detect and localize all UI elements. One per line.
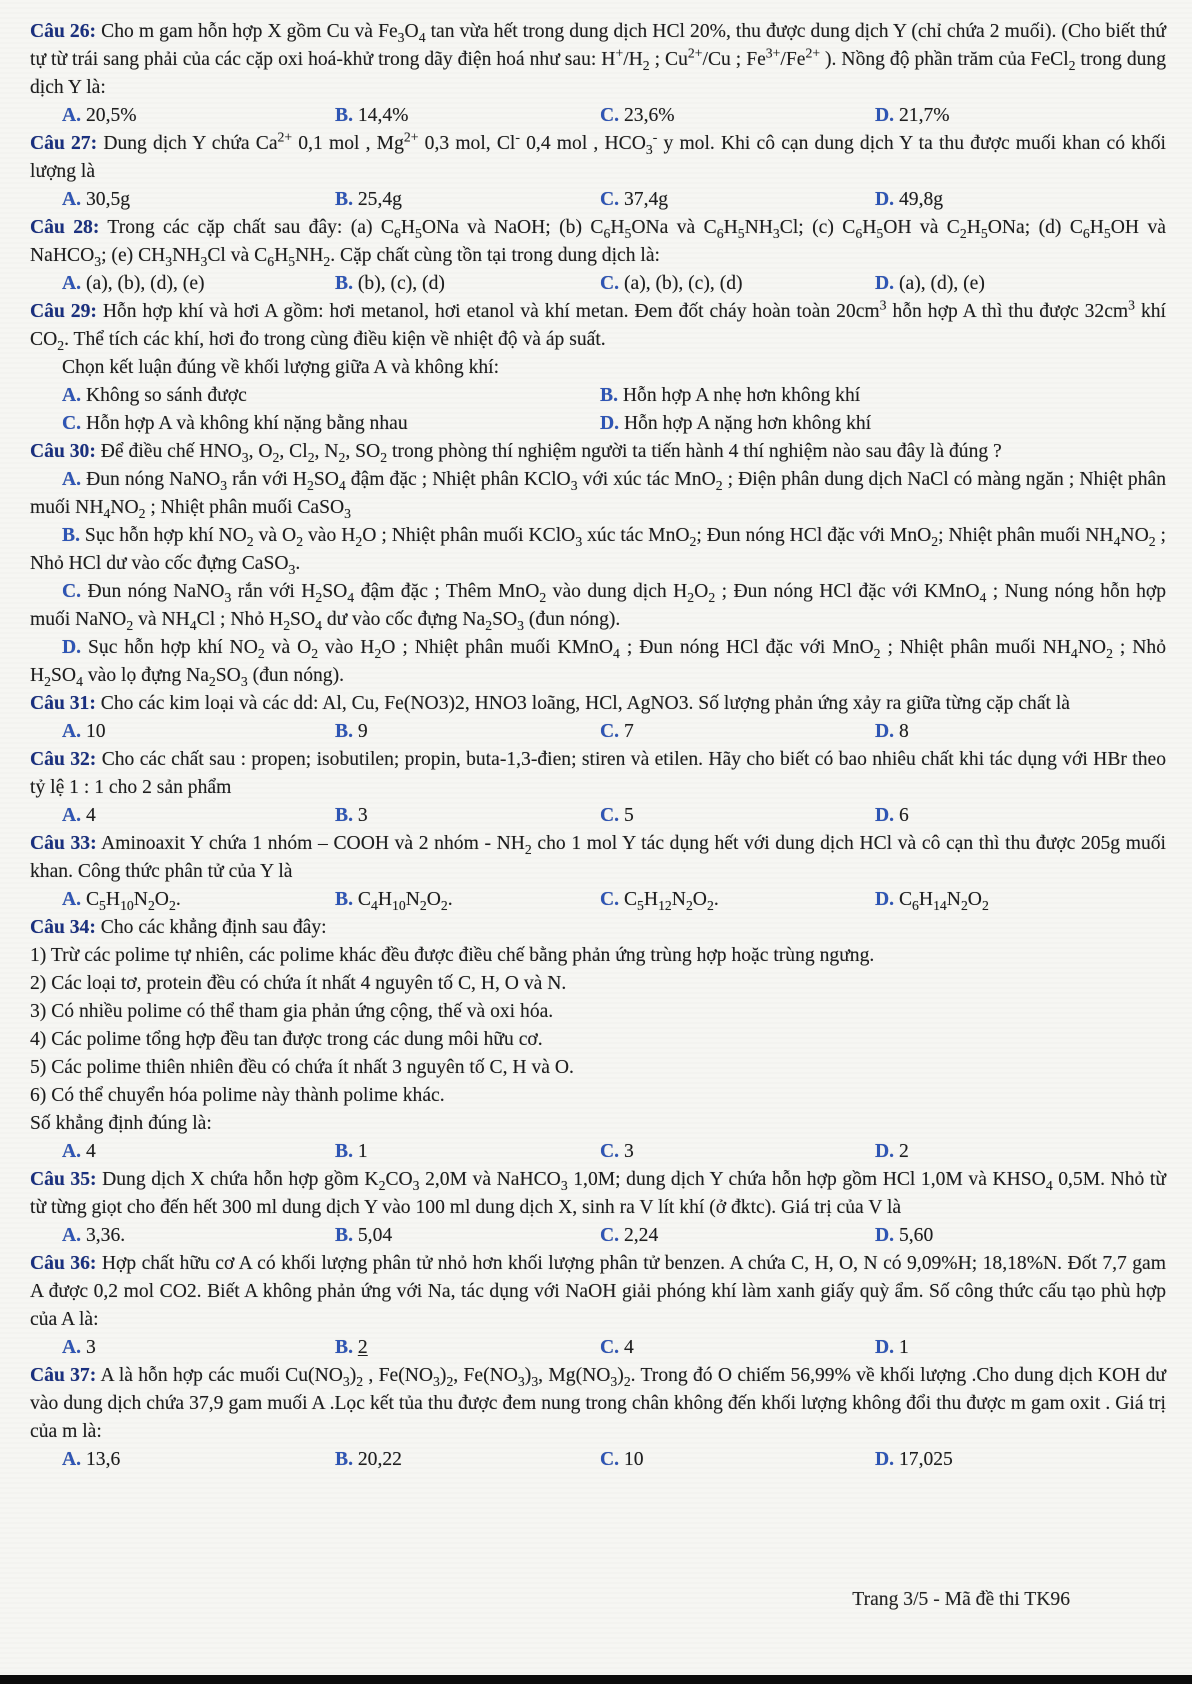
option <box>62 802 335 830</box>
option-letter: C. <box>600 805 620 826</box>
question-30 <box>30 438 1166 690</box>
option-text: 7 <box>623 721 634 742</box>
question-text: Cho m gam hỗn hợp X gồm Cu và $Fe_3O_4$ tan vừa hết trong dung dịch HCl 20%, thu được dung dịch Y (chỉ chứa 2 muối). (Cho biết thứ tự từ trái sang phải của các cặp oxi hoá-khử trong dãy điện hoá như sau: $H^+/H_2$ ; $Cu^{2+}/Cu$ ; $Fe^{3+}/Fe^{2+}$ ). Nồng độ phần trăm của FeCl$_2$ trong dung dịch Y là: <box>30 21 1167 98</box>
question-label: Câu 34: <box>30 917 96 938</box>
options-row <box>30 802 1166 830</box>
option-text: 21,7% <box>898 105 950 126</box>
option-letter: A. <box>62 273 82 294</box>
option <box>62 102 335 130</box>
page-footer: Trang 3/5 - Mã đề thi TK96 <box>852 1589 1070 1610</box>
option-letter: D. <box>875 721 895 742</box>
option <box>62 1446 335 1474</box>
questions-list <box>30 18 1166 1474</box>
question-text: Cho các chất sau : propen; isobutilen; propin, buta-1,3-đien; stiren và etilen. Hãy cho biết có bao nhiêu chất khi tác dụng với HBr theo tỷ lệ 1 : 1 cho 2 sản phẩm <box>30 749 1166 798</box>
options-row <box>30 186 1166 214</box>
option-text: 23,6% <box>623 105 675 126</box>
question-text: Hợp chất hữu cơ A có khối lượng phân tử nhỏ hơn khối lượng phân tử benzen. A chứa C, H, O, N có 9,09%H; 18,18%N. Đốt 7,7 gam A được 0,2 mol CO2. Biết A không phản ứng với Na, tác dụng với NaOH giải phóng khí làm xanh giấy quỳ ẩm. Số công thức cấu tạo phù hợp của A là: <box>30 1253 1166 1330</box>
option-letter: C. <box>600 1337 620 1358</box>
question-32 <box>30 746 1166 830</box>
option-letter: C. <box>600 105 620 126</box>
question-paragraph <box>30 1082 1166 1110</box>
option-letter: C. <box>600 721 620 742</box>
option <box>875 1334 1166 1362</box>
option-letter: D. <box>875 105 895 126</box>
options-row <box>30 102 1166 130</box>
option-letter: C. <box>600 1449 620 1470</box>
option <box>600 886 875 914</box>
question-paragraph <box>30 1026 1166 1054</box>
options-row <box>30 1334 1166 1362</box>
question-text: Hỗn hợp khí và hơi A gồm: hơi metanol, hơi etanol và khí metan. Đem đốt cháy hoàn toàn $20cm^3$ hỗn hợp A thì thu được $32cm^3$ khí $CO_2$. Thể tích các khí, hơi đo trong cùng điều kiện về nhiệt độ và áp suất. <box>30 297 1166 353</box>
option-text: $C_5H_{10}N_2O_2$. <box>85 889 181 913</box>
option <box>62 886 335 914</box>
option-letter: D. <box>875 1141 895 1162</box>
question-label: Câu 28: <box>30 217 100 238</box>
option <box>62 410 600 438</box>
question-label: Câu 26: <box>30 21 97 42</box>
option-text: 5 <box>623 805 634 826</box>
question-paragraph <box>30 1362 1166 1446</box>
option-letter: D. <box>875 1225 895 1246</box>
option-text: 1 <box>898 1337 909 1358</box>
question-label: Câu 37: <box>30 1365 97 1386</box>
option <box>335 102 600 130</box>
option-text: 5,04 <box>357 1225 393 1246</box>
option <box>600 718 875 746</box>
option-letter: A. <box>62 1225 82 1246</box>
question-text: Cho các khẳng định sau đây: <box>100 917 327 938</box>
option-text: Sục hỗn hợp khí $NO_2$ và $O_2$ vào $H_2O$ ; Nhiệt phân muối KMnO$_4$ ; Đun nóng HCl đặc với MnO$_2$ ; Nhiệt phân muối $NH_4NO_2$ ; Nhỏ $H_2SO_4$ vào lọ đựng $Na_2SO_3$ (đun nóng). <box>30 637 1166 689</box>
option-letter: C. <box>600 889 620 910</box>
option <box>335 718 600 746</box>
option <box>335 802 600 830</box>
option-letter: B. <box>335 189 353 210</box>
question-paragraph <box>30 354 1166 382</box>
option <box>335 270 600 298</box>
question-36 <box>30 1250 1166 1362</box>
option-text: (a), (b), (d), (e) <box>85 273 205 294</box>
option-text: $C_5H_{12}N_2O_2$. <box>623 889 719 913</box>
option-text: Hỗn hợp A nhẹ hơn không khí <box>622 385 861 406</box>
option-letter: A. <box>62 385 82 406</box>
option-letter: D. <box>875 189 895 210</box>
option-text: Hỗn hợp A nặng hơn không khí <box>623 413 872 434</box>
option-letter: D. <box>875 805 895 826</box>
question-text: Số khẳng định đúng là: <box>30 1113 212 1134</box>
question-paragraph <box>30 1166 1166 1222</box>
option-letter: D. <box>600 413 620 434</box>
option <box>600 1334 875 1362</box>
option-text: 14,4% <box>357 105 409 126</box>
question-paragraph <box>30 1250 1166 1334</box>
question-27 <box>30 130 1166 214</box>
option-letter: B. <box>335 1337 353 1358</box>
options-row <box>30 270 1166 298</box>
option-letter: A. <box>62 889 82 910</box>
option-text: 4 <box>623 1337 634 1358</box>
option-paragraph <box>30 578 1166 634</box>
option <box>600 102 875 130</box>
option-text: 13,6 <box>85 1449 121 1470</box>
option-text: 3 <box>357 805 368 826</box>
option-text: 6 <box>898 805 909 826</box>
question-label: Câu 36: <box>30 1253 97 1274</box>
question-28 <box>30 214 1166 298</box>
question-paragraph <box>30 438 1166 466</box>
option-text: 4 <box>85 1141 96 1162</box>
option <box>62 718 335 746</box>
option-text: 8 <box>898 721 909 742</box>
option-text: (a), (b), (c), (d) <box>623 273 743 294</box>
question-paragraph <box>30 1054 1166 1082</box>
question-label: Câu 29: <box>30 301 97 322</box>
question-label: Câu 30: <box>30 441 96 462</box>
question-paragraph <box>30 1110 1166 1138</box>
option <box>335 886 600 914</box>
option-text: 5,60 <box>898 1225 934 1246</box>
options-row <box>30 1446 1166 1474</box>
option-letter: A. <box>62 105 82 126</box>
option <box>62 382 600 410</box>
option-text: Đun nóng NaNO$_3$ rắn với $H_2SO_4$ đậm đặc ; Thêm MnO$_2$ vào dung dịch $H_2O_2$ ; Đun nóng HCl đặc với KMnO$_4$ ; Nung nóng hỗn hợp muối NaNO$_2$ và $NH_4Cl$ ; Nhỏ $H_2SO_4$ dư vào cốc đựng $Na_2SO_3$ (đun nóng). <box>30 581 1167 633</box>
option-letter: B. <box>335 805 353 826</box>
option-text: 2 <box>898 1141 909 1162</box>
question-text: Cho các kim loại và các dd: Al, Cu, Fe(NO3)2, HNO3 loãng, HCl, AgNO3. Số lượng phản ứng xảy ra giữa từng cặp chất là <box>100 693 1070 714</box>
option <box>600 186 875 214</box>
option-text: 10 <box>623 1449 644 1470</box>
option <box>600 1138 875 1166</box>
option <box>875 270 1166 298</box>
question-35 <box>30 1166 1166 1250</box>
option-letter: C. <box>600 1141 620 1162</box>
option-text: 49,8g <box>898 189 944 210</box>
option-text: 37,4g <box>623 189 669 210</box>
question-34 <box>30 914 1166 1166</box>
question-26 <box>30 18 1166 130</box>
question-paragraph <box>30 970 1166 998</box>
option <box>875 886 1166 914</box>
question-label: Câu 32: <box>30 749 97 770</box>
option <box>600 802 875 830</box>
option-text: 2,24 <box>623 1225 659 1246</box>
option-text: Sục hỗn hợp khí $NO_2$ và $O_2$ vào $H_2O$ ; Nhiệt phân muối KClO$_3$ xúc tác MnO$_2$; Đun nóng HCl đặc với MnO$_2$; Nhiệt phân muối $NH_4NO_2$ ; Nhỏ HCl dư vào cốc đựng CaSO$_3$. <box>30 525 1166 577</box>
question-paragraph <box>30 998 1166 1026</box>
option-text: 3,36. <box>85 1225 126 1246</box>
option-letter: A. <box>62 1337 82 1358</box>
option-letter: B. <box>335 1141 353 1162</box>
question-paragraph <box>30 914 1166 942</box>
option-letter: C. <box>62 581 82 602</box>
option-letter: C. <box>600 1225 620 1246</box>
option <box>875 186 1166 214</box>
question-text: Dung dịch X chứa hỗn hợp gồm $K_2CO_3$ 2,0M và NaHCO$_3$ 1,0M; dung dịch Y chứa hỗn hợp gồm HCl 1,0M và $KHSO_4$ 0,5M. Nhỏ từ từ từng giọt cho đến hết 300 ml dung dịch Y vào 100 ml dung dịch X, sinh ra V lít khí (ở đktc). Giá trị của V là <box>30 1169 1166 1218</box>
option-text: (b), (c), (d) <box>357 273 445 294</box>
option <box>62 186 335 214</box>
question-31 <box>30 690 1166 746</box>
option-letter: B. <box>600 385 618 406</box>
question-paragraph <box>30 690 1166 718</box>
option-letter: B. <box>335 105 353 126</box>
options-row <box>30 1138 1166 1166</box>
option-text: 20,5% <box>85 105 137 126</box>
question-paragraph <box>30 746 1166 802</box>
question-text: 5) Các polime thiên nhiên đều có chứa ít nhất 3 nguyên tố C, H và O. <box>30 1057 574 1078</box>
options-row <box>30 382 1166 438</box>
option-letter: B. <box>335 273 353 294</box>
question-text: 6) Có thể chuyển hóa polime này thành polime khác. <box>30 1085 445 1106</box>
question-label: Câu 33: <box>30 833 97 854</box>
options-row <box>30 718 1166 746</box>
option-text: 4 <box>85 805 96 826</box>
option <box>62 1334 335 1362</box>
option-text: 17,025 <box>898 1449 953 1470</box>
bottom-scan-bar <box>0 1675 1192 1684</box>
option-paragraph <box>30 466 1166 522</box>
option-text: Không so sánh được <box>85 385 247 406</box>
question-37 <box>30 1362 1166 1474</box>
option-text: (a), (d), (e) <box>898 273 985 294</box>
question-text: 2) Các loại tơ, protein đều có chứa ít nhất 4 nguyên tố C, H, O và N. <box>30 973 567 994</box>
option-paragraph <box>30 634 1166 690</box>
question-text: 4) Các polime tổng hợp đều tan được trong các dung môi hữu cơ. <box>30 1029 543 1050</box>
option <box>62 270 335 298</box>
question-33 <box>30 830 1166 914</box>
question-text: 3) Có nhiều polime có thể tham gia phản ứng cộng, thế và oxi hóa. <box>30 1001 554 1022</box>
option <box>62 1138 335 1166</box>
option <box>875 718 1166 746</box>
option-letter: D. <box>875 273 895 294</box>
option-letter: B. <box>335 889 353 910</box>
option <box>875 102 1166 130</box>
option <box>600 382 1166 410</box>
option <box>875 1222 1166 1250</box>
option <box>600 1446 875 1474</box>
question-paragraph <box>30 830 1166 886</box>
option-text: 20,22 <box>357 1449 402 1470</box>
question-label: Câu 35: <box>30 1169 97 1190</box>
question-text: 1) Trừ các polime tự nhiên, các polime khác đều được điều chế bằng phản ứng trùng hợp hoặc trùng ngưng. <box>30 945 875 966</box>
options-row <box>30 1222 1166 1250</box>
option-letter: B. <box>335 1449 353 1470</box>
option-letter: D. <box>875 1449 895 1470</box>
option-letter: A. <box>62 469 82 490</box>
option-text: 2 <box>357 1337 368 1358</box>
question-label: Câu 27: <box>30 133 98 154</box>
option <box>335 1222 600 1250</box>
question-text: Trong các cặp chất sau đây: (a) $C_6H_5ONa$ và NaOH; (b) $C_6H_5ONa$ và $C_6H_5NH_3Cl$; (c) $C_6H_5OH$ và $C_2H_5ONa$; (d) $C_6H_5OH$ và NaHCO$_3$; (e) $CH_3NH_3Cl$ và $C_6H_5NH_2$. Cặp chất cùng tồn tại trong dung dịch là: <box>30 217 1166 269</box>
option-text: 9 <box>357 721 368 742</box>
option-letter: A. <box>62 721 82 742</box>
option-letter: C. <box>600 189 620 210</box>
option-letter: C. <box>62 413 82 434</box>
option <box>335 1446 600 1474</box>
option-letter: A. <box>62 189 82 210</box>
question-paragraph <box>30 130 1166 186</box>
options-row <box>30 886 1166 914</box>
question-label: Câu 31: <box>30 693 96 714</box>
option-text: Đun nóng NaNO$_3$ rắn với $H_2SO_4$ đậm đặc ; Nhiệt phân KClO$_3$ với xúc tác MnO$_2$ ; Điện phân dung dịch NaCl có màng ngăn ; Nhiệt phân muối $NH_4NO_2$ ; Nhiệt phân muối CaSO$_3$ <box>30 469 1166 521</box>
option <box>335 1334 600 1362</box>
question-text: Aminoaxit Y chứa 1 nhóm – COOH và 2 nhóm - $NH_2$ cho 1 mol Y tác dụng hết với dung dịch HCl và cô cạn thì thu được 205g muối khan. Công thức phân tử của Y là <box>30 833 1166 882</box>
question-29 <box>30 298 1166 438</box>
option-letter: C. <box>600 273 620 294</box>
option-letter: A. <box>62 1449 82 1470</box>
question-text: Để điều chế $HNO_3$, $O_2$, $Cl_2$, $N_2$, $SO_2$ trong phòng thí nghiệm người ta tiến hành 4 thí nghiệm nào sau đây là đúng ? <box>100 441 1002 465</box>
option <box>875 1138 1166 1166</box>
option-paragraph <box>30 522 1166 578</box>
option <box>875 1446 1166 1474</box>
option <box>62 1222 335 1250</box>
option-text: 10 <box>85 721 106 742</box>
option-text: 25,4g <box>357 189 402 210</box>
option <box>600 410 1166 438</box>
option-text: 3 <box>85 1337 96 1358</box>
question-paragraph <box>30 18 1166 102</box>
option-text: 3 <box>623 1141 634 1162</box>
question-paragraph <box>30 942 1166 970</box>
option-letter: D. <box>62 637 82 658</box>
option <box>875 802 1166 830</box>
option-text: $C_6H_{14}N_2O_2$ <box>898 889 989 913</box>
question-text: Dung dịch Y chứa $Ca^{2+}$ 0,1 mol , $Mg^{2+}$ 0,3 mol, Cl- 0,4 mol , $HCO_3^-$ y mol. Khi cô cạn dung dịch Y ta thu được muối khan có khối lượng là <box>30 129 1166 182</box>
option-letter: B. <box>335 721 353 742</box>
option-text: $C_4H_{10}N_2O_2$. <box>357 889 453 913</box>
option-text: 1 <box>357 1141 368 1162</box>
option-letter: D. <box>875 1337 895 1358</box>
option <box>335 1138 600 1166</box>
option-letter: A. <box>62 805 82 826</box>
question-text: Chọn kết luận đúng về khối lượng giữa A và không khí: <box>62 357 500 378</box>
option-letter: D. <box>875 889 895 910</box>
option-text: 30,5g <box>85 189 131 210</box>
option <box>335 186 600 214</box>
option <box>600 270 875 298</box>
option <box>600 1222 875 1250</box>
question-text: A là hỗn hợp các muối $Cu(NO_3)_2$ , $Fe(NO_3)_2$, $Fe(NO_3)_3$, $Mg(NO_3)_2$. Trong đó O chiếm 56,99% về khối lượng .Cho dung dịch KOH dư vào dung dịch chứa 37,9 gam muối A .Lọc kết tủa thu được đem nung trong chân không đến khối lượng không đổi thu được m gam oxit . Giá trị của m là: <box>30 1365 1166 1442</box>
option-letter: A. <box>62 1141 82 1162</box>
question-paragraph <box>30 214 1166 270</box>
question-paragraph <box>30 298 1166 354</box>
option-letter: B. <box>62 525 80 546</box>
option-text: Hỗn hợp A và không khí nặng bằng nhau <box>85 413 408 434</box>
option-letter: B. <box>335 1225 353 1246</box>
